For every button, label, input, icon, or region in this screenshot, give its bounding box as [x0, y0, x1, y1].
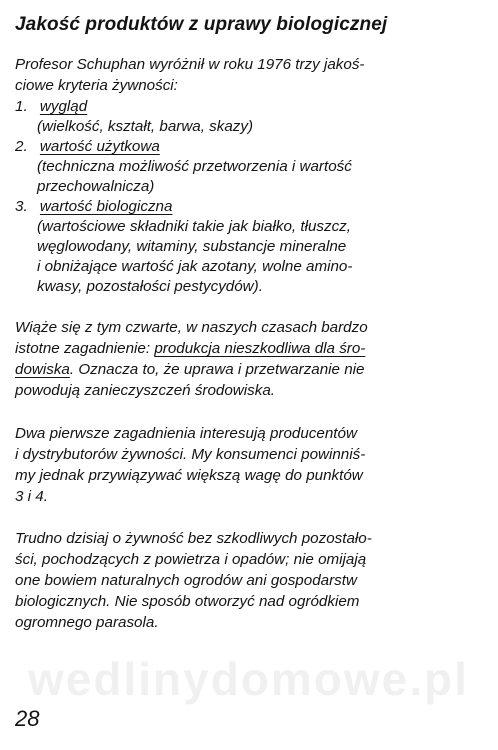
criterion-number: 1.: [15, 98, 28, 115]
paragraph-line: [15, 339, 365, 359]
underlined-phrase: produkcja nieszkodliwa dla śro-: [154, 340, 366, 357]
criterion-2: [15, 137, 160, 157]
paragraph-line: [15, 360, 365, 380]
paragraph-line: Dwa pierwsze zagadnienia interesują producentów: [15, 425, 357, 442]
text-span: istotne zagadnienie:: [15, 340, 155, 357]
criterion-description: kwasy, pozostałości pestycydów).: [37, 278, 263, 295]
paragraph-line: ogromnego parasola.: [15, 614, 159, 631]
intro-line: ciowe kryteria żywności:: [15, 77, 178, 94]
criterion-description: (techniczna możliwość przetworzenia i wartość: [37, 158, 352, 175]
criterion-label: wartość biologiczna: [39, 198, 173, 215]
intro-line: Profesor Schuphan wyróżnił w roku 1976 trzy jakoś-: [15, 56, 365, 73]
paragraph-line: i dystrybutorów żywności. My konsumenci powinniś-: [15, 446, 366, 463]
paragraph-line: my jednak przywiązywać większą wagę do punktów: [15, 467, 363, 484]
criterion-number: 3.: [15, 198, 28, 215]
criterion-description: (wielkość, kształt, barwa, skazy): [37, 118, 254, 135]
paragraph-line: powodują zanieczyszczeń środowiska.: [15, 382, 276, 399]
watermark: wedlinydomowe.pl: [28, 653, 469, 705]
paragraph-line: ści, pochodzących z powietrza i opadów; nie omijają: [15, 551, 367, 568]
paragraph-line: Wiąże się z tym czwarte, w naszych czasach bardzo: [15, 319, 368, 336]
criterion-description: przechowalnicza): [37, 178, 155, 195]
paragraph-line: one bowiem naturalnych ogrodów ani gospodarstw: [15, 572, 357, 589]
criterion-description: węglowodany, witaminy, substancje mineralne: [37, 238, 347, 255]
criterion-description: i obniżające wartość jak azotany, wolne amino-: [37, 258, 353, 275]
criterion-3: [15, 197, 172, 217]
criterion-description: (wartościowe składniki takie jak białko, tłuszcz,: [37, 218, 351, 235]
paragraph-line: Trudno dzisiaj o żywność bez szkodliwych pozostało-: [15, 530, 372, 547]
criterion-number: 2.: [15, 138, 28, 155]
criterion-label: wygląd: [39, 98, 88, 115]
criterion-label: wartość użytkowa: [39, 138, 160, 155]
page-title: Jakość produktów z uprawy biologicznej: [15, 14, 388, 35]
underlined-phrase: dowiska: [15, 361, 70, 378]
text-span: . Oznacza to, że uprawa i przetwarzanie nie: [69, 361, 365, 378]
paragraph-line: biologicznych. Nie sposób otworzyć nad ogródkiem: [15, 593, 360, 610]
paragraph-line: 3 i 4.: [15, 488, 48, 505]
criterion-1: [15, 97, 87, 117]
page-number: 28: [15, 706, 40, 731]
